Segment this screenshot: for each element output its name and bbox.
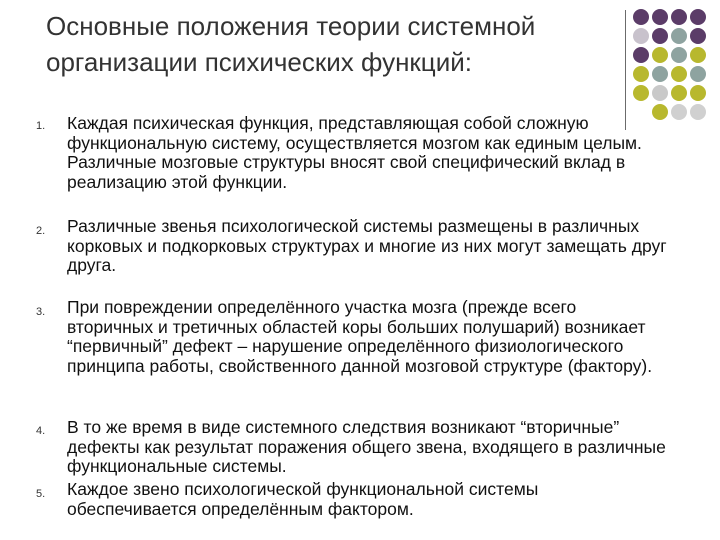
item-text: Различные звенья психологической системы размещены в различных корковых и подкорковых структурах и многие из них могут замещать друг друга. bbox=[67, 216, 667, 275]
item-number: 3. bbox=[36, 306, 46, 318]
item-number: 5. bbox=[36, 488, 46, 500]
slide-title: Основные положения теории системной организации психических функций: bbox=[46, 11, 536, 77]
item-text: В то же время в виде системного следствия возникают “вторичные” дефекты как результат поражения общего звена, входящего в различные функциональные системы. bbox=[67, 417, 666, 476]
item-text: Каждая психическая функция, представляющая собой сложную функциональную систему, осуществляется мозгом как единым целым. Различные мозговые структуры вносят свой специфический вклад в реализацию этой функции. bbox=[67, 113, 642, 192]
item-number: 4. bbox=[36, 425, 46, 437]
item-number: 2. bbox=[36, 225, 46, 237]
item-text: Каждое звено психологической функциональной системы обеспечивается определённым фактором. bbox=[67, 479, 539, 519]
item-number: 1. bbox=[36, 120, 46, 132]
item-text: При повреждении определённого участка мозга (прежде всего вторичных и третичных областей коры больших полушарий) возникает “первичный” дефект – нарушение определённого физиологического принципа работы, свойственного данной мозговой структуре (фактору). bbox=[67, 297, 653, 376]
